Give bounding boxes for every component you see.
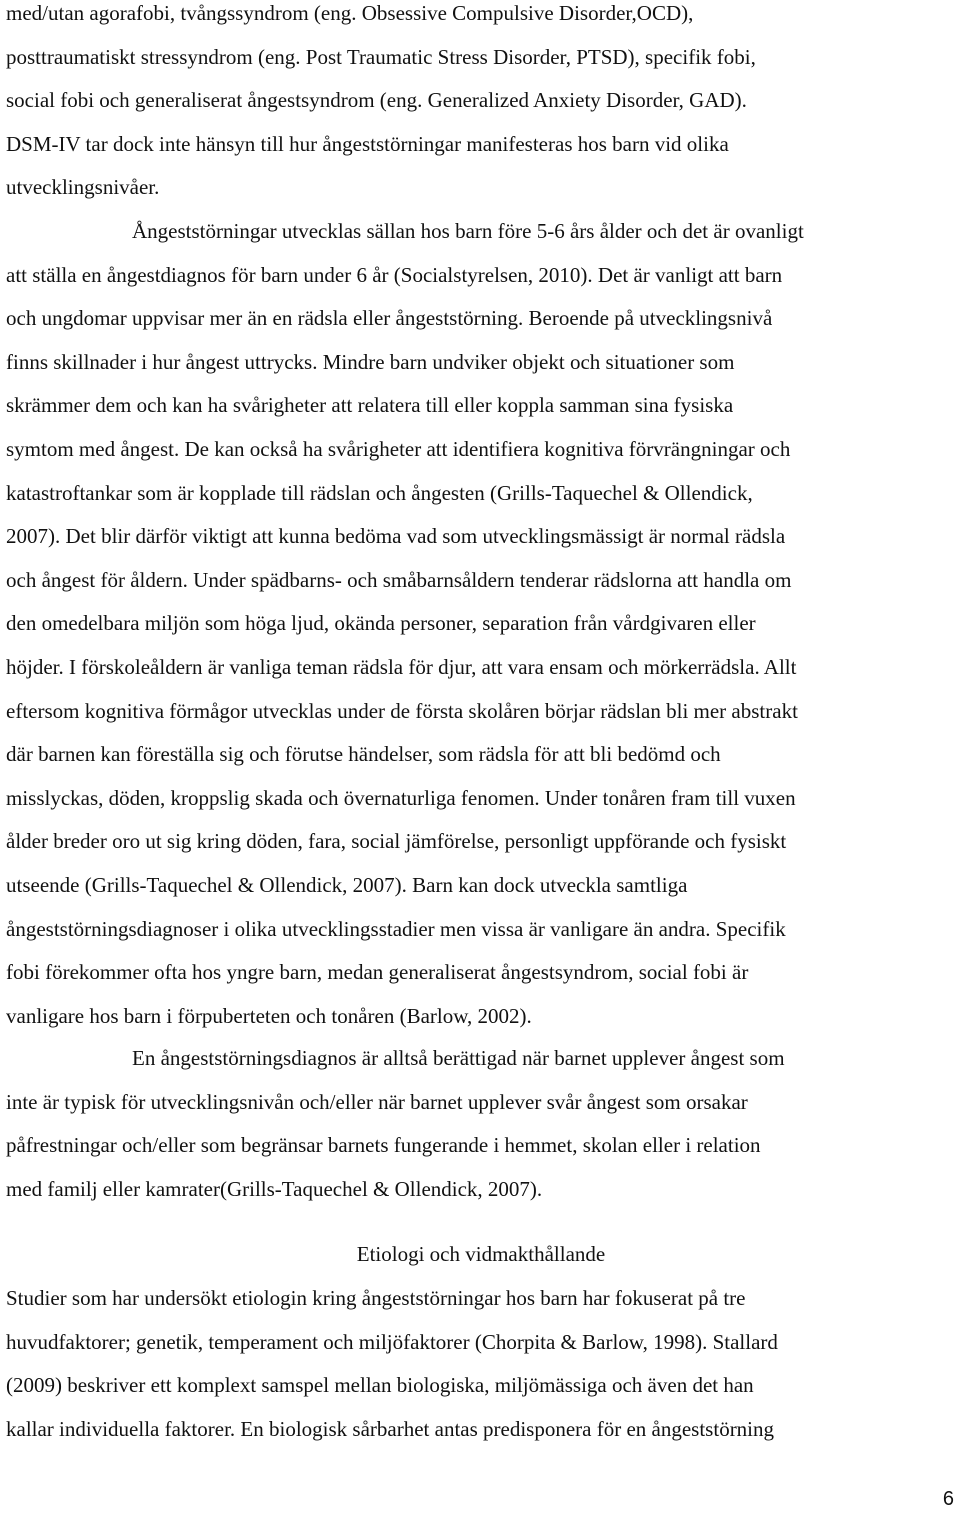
paragraph-1-line: posttraumatiskt stressyndrom (eng. Post Traumatic Stress Disorder, PTSD), specifik fobi, [6, 44, 756, 69]
paragraph-2-line: 2007). Det blir därför viktigt att kunna bedöma vad som utvecklingsmässigt är normal rädsla [6, 524, 786, 549]
paragraph-2-line: symtom med ångest. De kan också ha svårigheter att identifiera kognitiva förvrängningar och [6, 436, 791, 461]
paragraph-2-line: den omedelbara miljön som höga ljud, okända personer, separation från vårdgivaren eller [6, 611, 756, 636]
section-heading: Etiologi och vidmakthållande [356, 1242, 606, 1266]
paragraph-2-line: höjder. I förskoleåldern är vanliga teman rädsla för djur, att vara ensam och mörkerrädsla. Allt [6, 654, 797, 679]
paragraph-1 [6, 0, 756, 210]
paragraph-1-line: utvecklingsnivåer. [6, 175, 160, 200]
paragraph-1-line: social fobi och generaliserat ångestsyndrom (eng. Generalized Anxiety Disorder, GAD). [6, 88, 747, 113]
paragraph-2-line: eftersom kognitiva förmågor utvecklas under de första skolåren börjar rädslan bli mer abstrakt [6, 698, 798, 723]
paragraph-2-line: där barnen kan föreställa sig och förutse händelser, som rädsla för att bli bedömd och [6, 742, 721, 767]
paragraph-4 [6, 1277, 778, 1451]
paragraph-1-line: DSM-IV tar dock inte hänsyn till hur ångeststörningar manifesteras hos barn vid olika [6, 131, 729, 156]
paragraph-4-line: huvudfaktorer; genetik, temperament och miljöfaktorer (Chorpita & Barlow, 1998). Stallard [6, 1329, 778, 1354]
paragraph-2-line: vanligare hos barn i förpuberteten och tonåren (Barlow, 2002). [6, 1003, 532, 1028]
paragraph-2-line: skrämmer dem och kan ha svårigheter att relatera till eller koppla samman sina fysiska [6, 393, 734, 418]
paragraph-1-line: med/utan agorafobi, tvångssyndrom (eng. Obsessive Compulsive Disorder,OCD), [6, 1, 694, 25]
paragraph-2-line: och ungdomar uppvisar mer än en rädsla eller ångeststörning. Beroende på utvecklingsnivå [6, 306, 773, 331]
paragraph-2-line: misslyckas, döden, kroppslig skada och övernaturliga fenomen. Under tonåren fram till vuxen [6, 785, 796, 810]
paragraph-2-line: finns skillnader i hur ångest uttrycks. Mindre barn undviker objekt och situationer som [6, 349, 735, 374]
paragraph-3-line: påfrestningar och/eller som begränsar barnets fungerande i hemmet, skolan eller i relation [6, 1133, 761, 1158]
paragraph-2-line: ålder breder oro ut sig kring döden, fara, social jämförelse, personligt uppförande och fysiskt [6, 829, 787, 854]
paragraph-2-line: och ångest för åldern. Under spädbarns- och småbarnsåldern tenderar rädslorna att handla om [6, 567, 792, 592]
paragraph-3-line: En ångeststörningsdiagnos är alltså berättigad när barnet upplever ångest som [132, 1046, 785, 1070]
paragraph-4-line: (2009) beskriver ett komplext samspel mellan biologiska, miljömässiga och även det han [6, 1373, 754, 1398]
paragraph-2-line: utseende (Grills-Taquechel & Ollendick, 2007). Barn kan dock utveckla samtliga [6, 872, 688, 897]
page-number: 6 [942, 1488, 954, 1510]
paragraph-4-line: Studier som har undersökt etiologin kring ångeststörningar hos barn har fokuserat på tre [6, 1286, 746, 1310]
paragraph-3-line: inte är typisk för utvecklingsnivån och/eller när barnet upplever svår ångest som orsakar [6, 1089, 748, 1114]
paragraph-2-line: Ångeststörningar utvecklas sällan hos barn före 5-6 års ålder och det är ovanligt [132, 219, 804, 243]
paragraph-2 [6, 210, 804, 1038]
paragraph-4-line: kallar individuella faktorer. En biologisk sårbarhet antas predisponera för en ångeststörning [6, 1416, 775, 1441]
paragraph-3-line: med familj eller kamrater(Grills-Taquechel & Ollendick, 2007). [6, 1176, 543, 1201]
paragraph-3 [6, 1037, 785, 1211]
paragraph-2-line: ångeststörningsdiagnoser i olika utvecklingsstadier men vissa är vanligare än andra. Specifik [6, 916, 786, 941]
paragraph-2-line: katastroftankar som är kopplade till rädslan och ångesten (Grills-Taquechel & Ollendick, [6, 480, 753, 505]
paragraph-2-line: att ställa en ångestdiagnos för barn under 6 år (Socialstyrelsen, 2010). Det är vanligt att barn [6, 262, 783, 287]
paragraph-2-line: fobi förekommer ofta hos yngre barn, medan generaliserat ångestsyndrom, social fobi är [6, 960, 749, 985]
